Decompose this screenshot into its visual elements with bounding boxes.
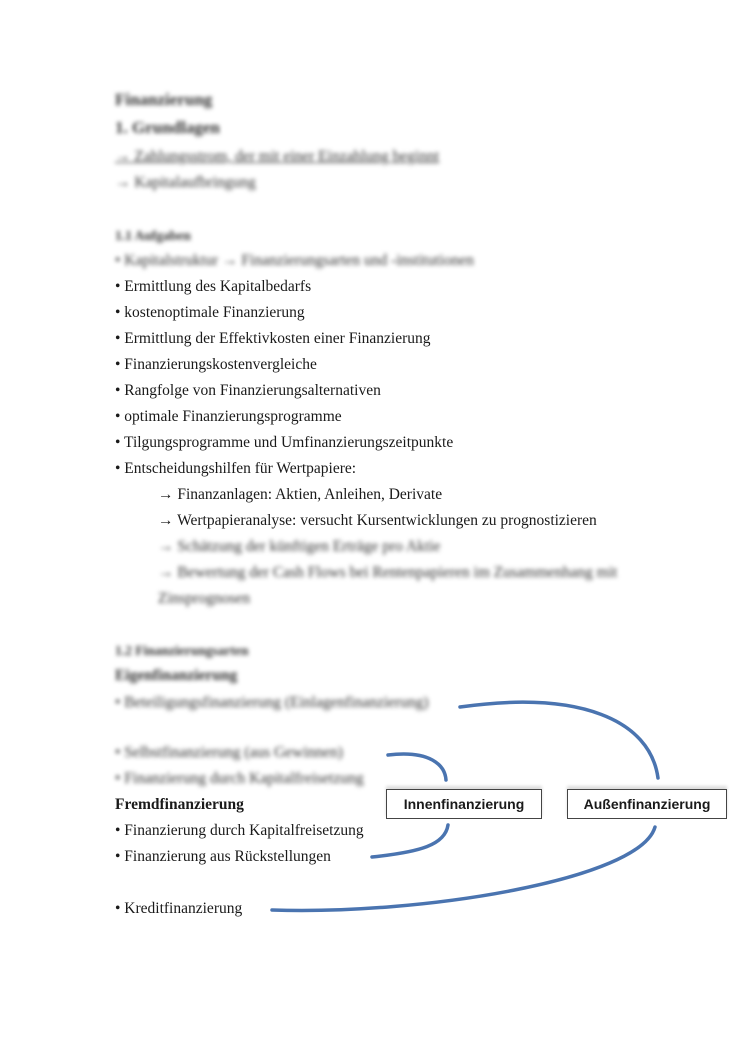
list-item: • Selbstfinanzierung (aus Gewinnen) xyxy=(115,744,343,761)
list-item: • Ermittlung des Kapitalbedarfs xyxy=(115,278,312,295)
list-item: • Finanzierung durch Kapitalfreisetzung xyxy=(115,822,364,839)
list-item: • Entscheidungshilfen für Wertpapiere: xyxy=(115,460,357,477)
list-item: • Finanzierung durch Kapitalfreisetzung xyxy=(115,770,364,787)
sub-list-item: Zinsprognosen xyxy=(158,590,251,607)
arrow-rueckstellung-innen xyxy=(372,825,448,857)
list-item: • Ermittlung der Effektivkosten einer Finanzierung xyxy=(115,330,431,347)
section-1-heading: 1. Grundlagen xyxy=(115,118,220,137)
section-1-1-heading: 1.1 Aufgaben xyxy=(115,228,191,243)
arrow-beteiligung-aussen xyxy=(460,702,658,778)
sub-list-item: → Bewertung der Cash Flows bei Rentenpapieren im Zusammenhang mit xyxy=(158,564,618,581)
fremdfinanzierung-heading: Fremdfinanzierung xyxy=(115,796,244,813)
list-item: • Beteiligungsfinanzierung (Einlagenfinanzierung) xyxy=(115,694,429,711)
definition-2: → Kapitalaufbringung xyxy=(115,174,256,191)
list-item: • Rangfolge von Finanzierungsalternativen xyxy=(115,382,381,399)
innenfinanzierung-box: Innenfinanzierung xyxy=(386,789,542,819)
document-title: Finanzierung xyxy=(115,90,213,109)
list-item: • Tilgungsprogramme und Umfinanzierungszeitpunkte xyxy=(115,434,454,451)
list-item: • Finanzierungskostenvergleiche xyxy=(115,356,317,373)
sub-list-item: → Finanzanlagen: Aktien, Anleihen, Derivate xyxy=(158,486,443,503)
eigenfinanzierung-heading: Eigenfinanzierung xyxy=(115,667,238,684)
arrow-selbst-innen xyxy=(388,754,446,780)
section-1-2-heading: 1.2 Finanzierungsarten xyxy=(115,643,249,658)
list-item: • optimale Finanzierungsprogramme xyxy=(115,408,342,425)
definition-1: → Zahlungsstrom, der mit einer Einzahlung beginnt xyxy=(115,148,440,165)
sub-list-item: → Wertpapieranalyse: versucht Kursentwicklungen zu prognostizieren xyxy=(158,512,597,529)
sub-list-item: → Schätzung der künftigen Erträge pro Aktie xyxy=(158,538,441,555)
aussenfinanzierung-box: Außenfinanzierung xyxy=(567,789,727,819)
list-item: • Kreditfinanzierung xyxy=(115,900,243,917)
list-item: • kostenoptimale Finanzierung xyxy=(115,304,305,321)
list-item: • Kapitalstruktur → Finanzierungsarten und -institutionen xyxy=(115,252,474,269)
list-item: • Finanzierung aus Rückstellungen xyxy=(115,848,331,865)
